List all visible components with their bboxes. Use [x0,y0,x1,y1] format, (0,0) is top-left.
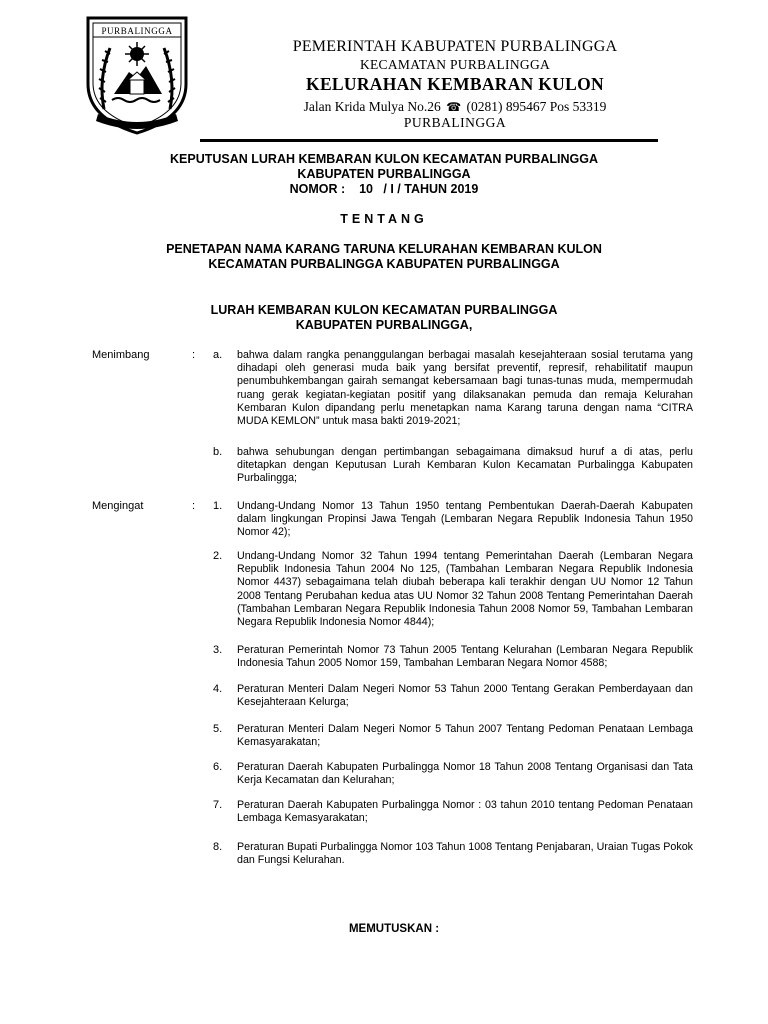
letterhead-village: KELURAHAN KEMBARAN KULON [306,74,604,94]
mengingat-item-8-mark: 8. [213,841,223,853]
decree-title-line-2: KABUPATEN PURBALINGGA [297,167,471,181]
letterhead-government: PEMERINTAH KABUPATEN PURBALINGGA [292,38,618,55]
mengingat-item-7-text: Peraturan Daerah Kabupaten Purbalingga Nomor : 03 tahun 2010 tentang Pedoman Penataan Lembaga Kemasyarakatan; [237,799,693,825]
mengingat-item-4-text: Peraturan Menteri Dalam Negeri Nomor 53 Tahun 2000 Tentang Gerakan Pemberdayaan dan Kesejahteraan Kelurga; [237,683,693,709]
menimbang-label: Menimbang [92,349,150,361]
mengingat-item-3-text: Peraturan Pemerintah Nomor 73 Tahun 2005 Tentang Kelurahan (Lembaran Negara Republik Indonesia Tahun 2005 Nomor 159, Tambahan Lembaran Negara Nomor 4588; [237,644,693,670]
issuer-line-2: KABUPATEN PURBALINGGA, [295,318,473,332]
mengingat-label: Mengingat [92,500,144,512]
letterhead-city: PURBALINGGA [403,115,507,130]
memutuskan-heading: MEMUTUSKAN : [348,923,440,935]
mengingat-item-5-mark: 5. [213,723,223,735]
subject-line-1: PENETAPAN NAMA KARANG TARUNA KELURAHAN KEMBARAN KULON [166,242,602,256]
mengingat-item-4-mark: 4. [213,683,223,695]
mengingat-item-2-text: Undang-Undang Nomor 32 Tahun 1994 tentang Pemerintahan Daerah (Lembaran Negara Republik Indonesia Tahun 2004 No 125, (Tambahan Lembaran Negara Republik Indonesia Nomor 4437) sebagaimana telah diubah beberapa kali terakhir dengan UU Nomor 12 Tahun 2008 Tentang Perubahan kedua atas UU Nomor 32 Tahun 2008 Tentang Pemerintahan Daerah (Tambahan Lembaran Negara Republik Indonesia Tahun 2008 Nomor 59, Tambahan Lembaran Negara Republik Indonesia Nomor 4844); [237,550,693,629]
menimbang-item-b-mark: b. [213,446,223,458]
mengingat-item-5-text: Peraturan Menteri Dalam Negeri Nomor 5 Tahun 2007 Tentang Pedoman Penataan Lembaga Kemasyarakatan; [237,723,693,749]
mengingat-item-8-text: Peraturan Bupati Purbalingga Nomor 103 Tahun 1008 Tentang Penjabaran, Uraian Tugas Pokok dan Fungsi Kelurahan. [237,841,693,867]
tentang-heading: TENTANG [340,212,428,226]
menimbang-colon: : [192,349,196,361]
mengingat-item-3-mark: 3. [213,644,223,656]
letterhead-divider [200,139,658,142]
letterhead-district: KECAMATAN PURBALINGGA [359,57,551,72]
telephone-icon: ☎ [446,100,462,114]
logo-banner-text: PURBALINGGA [101,26,173,36]
menimbang-item-a-text: bahwa dalam rangka penanggulangan berbagai masalah kesejahteraan sosial terutama yang dihadapi oleh generasi muda baik yang bersifat preventif, represif, rehabilitatif maupun penumbuhkembangan gairah semangat kebersamaan bagi tunas-tunas muda, mempermudah ruang gerak kegiatan-kegiatan positif yang dilaksanakan pemuda dan remaja Kelurahan Kembaran Kulon dipandang perlu menetapkan nama Karang taruna dengan nama “CITRA MUDA KEMLON” untuk masa bakti 2019-2021; [237,349,693,428]
menimbang-item-a-mark: a. [213,349,223,361]
decree-title-line-1: KEPUTUSAN LURAH KEMBARAN KULON KECAMATAN PURBALINGGA [170,152,598,166]
mengingat-item-6-text: Peraturan Daerah Kabupaten Purbalingga Nomor 18 Tahun 2008 Tentang Organisasi dan Tata Kerja Kecamatan dan Kelurahan; [237,761,693,787]
letterhead-address [250,99,660,115]
subject-line-2: KECAMATAN PURBALINGGA KABUPATEN PURBALINGGA [208,257,560,271]
address-street: Jalan Krida Mulya No.26 [303,99,441,114]
mengingat-item-1-text: Undang-Undang Nomor 13 Tahun 1950 tentang Pembentukan Daerah-Daerah Kabupaten dalam lingkungan Propinsi Jawa Tengah (Lembaran Negara Republik Indonesia Tahun 1950 Nomor 42); [237,500,693,539]
purbalingga-coat-of-arms-logo [84,14,190,136]
mengingat-item-7-mark: 7. [213,799,223,811]
mengingat-colon: : [192,500,196,512]
letterhead [250,38,660,131]
menimbang-item-b-text: bahwa sehubungan dengan pertimbangan sebagaimana dimaksud huruf a di atas, perlu ditetapkan dengan Keputusan Lurah Kembaran Kulon Kecamatan Purbalingga Kabupaten Purbalingga; [237,446,693,485]
decree-number: NOMOR : 10 / I / TAHUN 2019 [289,182,479,196]
mengingat-item-1-mark: 1. [213,500,223,512]
issuer-line-1: LURAH KEMBARAN KULON KECAMATAN PURBALINGGA [210,303,558,317]
mengingat-item-6-mark: 6. [213,761,223,773]
mengingat-item-2-mark: 2. [213,550,223,562]
address-phone-postcode: (0281) 895467 Pos 53319 [466,99,607,114]
